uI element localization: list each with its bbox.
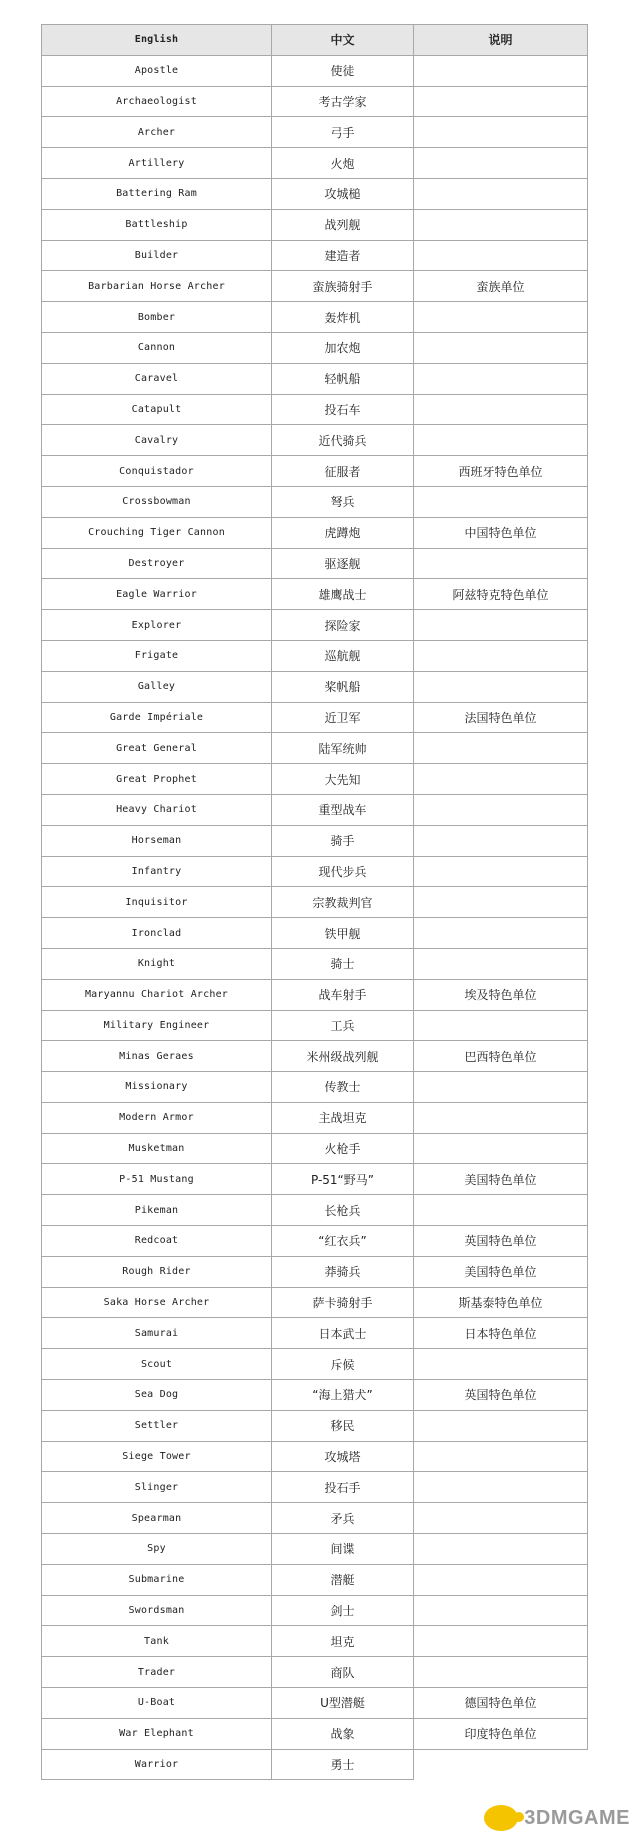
cell-english: Redcoat [42, 1226, 272, 1257]
table-row [42, 1226, 588, 1257]
cell-english: Swordsman [42, 1596, 272, 1627]
cell-note [414, 1103, 588, 1134]
cell-english: Minas Geraes [42, 1041, 272, 1072]
table-row [42, 610, 588, 641]
cell-note: 法国特色单位 [414, 703, 588, 734]
cell-chinese: 征服者 [272, 456, 414, 487]
cell-english: Cannon [42, 333, 272, 364]
table-row [42, 1750, 588, 1781]
cell-chinese: 火枪手 [272, 1134, 414, 1165]
cell-note [414, 241, 588, 272]
cell-chinese: U型潜艇 [272, 1688, 414, 1719]
cell-chinese: 坦克 [272, 1626, 414, 1657]
cell-english: Bomber [42, 302, 272, 333]
table-row [42, 949, 588, 980]
cell-note: 印度特色单位 [414, 1719, 588, 1750]
cell-english: Crossbowman [42, 487, 272, 518]
cell-english: Pikeman [42, 1195, 272, 1226]
cell-note [414, 764, 588, 795]
cell-note: 蛮族单位 [414, 271, 588, 302]
cell-note [414, 1534, 588, 1565]
cell-english: Sea Dog [42, 1380, 272, 1411]
table-header-row [42, 25, 588, 56]
cell-chinese: 战车射手 [272, 980, 414, 1011]
cell-chinese: 攻城槌 [272, 179, 414, 210]
cell-note [414, 56, 588, 87]
table-row [42, 826, 588, 857]
table-row [42, 1318, 588, 1349]
cell-english: Musketman [42, 1134, 272, 1165]
cell-chinese: 桨帆船 [272, 672, 414, 703]
cell-note [414, 1626, 588, 1657]
cell-note [414, 826, 588, 857]
cell-note: 日本特色单位 [414, 1318, 588, 1349]
table-row [42, 1688, 588, 1719]
cell-note [414, 1565, 588, 1596]
cell-chinese: 间谍 [272, 1534, 414, 1565]
cell-english: Garde Impériale [42, 703, 272, 734]
cell-chinese: 轰炸机 [272, 302, 414, 333]
cell-chinese: 勇士 [272, 1750, 414, 1781]
watermark-text: 3DMGAME [524, 1806, 630, 1829]
cell-english: Cavalry [42, 425, 272, 456]
cell-chinese: 米州级战列舰 [272, 1041, 414, 1072]
table-row [42, 456, 588, 487]
cell-english: Siege Tower [42, 1442, 272, 1473]
cell-chinese: 投石手 [272, 1472, 414, 1503]
cell-chinese: 弓手 [272, 117, 414, 148]
table-row [42, 641, 588, 672]
table-row [42, 87, 588, 118]
cell-english: Frigate [42, 641, 272, 672]
table-row [42, 241, 588, 272]
table-row [42, 1719, 588, 1750]
cell-english: Barbarian Horse Archer [42, 271, 272, 302]
cell-chinese: 巡航舰 [272, 641, 414, 672]
cell-chinese: 莽骑兵 [272, 1257, 414, 1288]
cell-note [414, 641, 588, 672]
cell-note: 美国特色单位 [414, 1257, 588, 1288]
table-row [42, 1657, 588, 1688]
table-row [42, 1164, 588, 1195]
table-row [42, 1411, 588, 1442]
table-row [42, 56, 588, 87]
cell-note [414, 887, 588, 918]
table-row [42, 918, 588, 949]
cell-english: Settler [42, 1411, 272, 1442]
cell-english: Spearman [42, 1503, 272, 1534]
cell-chinese: 骑士 [272, 949, 414, 980]
cell-chinese: 传教士 [272, 1072, 414, 1103]
cell-note [414, 1349, 588, 1380]
cell-note [414, 148, 588, 179]
cell-english: Crouching Tiger Cannon [42, 518, 272, 549]
cell-note [414, 1411, 588, 1442]
header-chinese: 中文 [272, 25, 414, 56]
cell-note [414, 1011, 588, 1042]
table-row [42, 302, 588, 333]
table-row [42, 1472, 588, 1503]
cell-chinese: 主战坦克 [272, 1103, 414, 1134]
units-table [41, 24, 588, 1780]
cell-chinese: 建造者 [272, 241, 414, 272]
cell-note [414, 487, 588, 518]
table-row [42, 1596, 588, 1627]
cell-note [414, 1503, 588, 1534]
cell-note [414, 918, 588, 949]
cell-english: P-51 Mustang [42, 1164, 272, 1195]
table-row [42, 179, 588, 210]
cell-english: Scout [42, 1349, 272, 1380]
cell-english: Missionary [42, 1072, 272, 1103]
cell-note: 英国特色单位 [414, 1380, 588, 1411]
cell-chinese: 探险家 [272, 610, 414, 641]
cell-chinese: “海上猎犬” [272, 1380, 414, 1411]
cell-note [414, 795, 588, 826]
cell-note [414, 425, 588, 456]
table-row [42, 1103, 588, 1134]
table-row [42, 425, 588, 456]
table-row [42, 1011, 588, 1042]
cell-chinese: 潜艇 [272, 1565, 414, 1596]
cell-english: Infantry [42, 857, 272, 888]
cell-english: Inquisitor [42, 887, 272, 918]
cell-note [414, 179, 588, 210]
cell-english: Warrior [42, 1750, 272, 1781]
table-body [42, 56, 588, 1781]
cell-note [414, 1472, 588, 1503]
cell-chinese: 宗教裁判官 [272, 887, 414, 918]
cell-chinese: 近卫军 [272, 703, 414, 734]
table-row [42, 672, 588, 703]
cell-english: Rough Rider [42, 1257, 272, 1288]
table-row [42, 733, 588, 764]
cell-chinese: 商队 [272, 1657, 414, 1688]
cell-note [414, 610, 588, 641]
cell-note: 中国特色单位 [414, 518, 588, 549]
table-row [42, 1565, 588, 1596]
cell-note: 巴西特色单位 [414, 1041, 588, 1072]
table-row [42, 148, 588, 179]
table-row [42, 518, 588, 549]
cell-chinese: 攻城塔 [272, 1442, 414, 1473]
cell-chinese: 雄鹰战士 [272, 579, 414, 610]
cell-note [414, 949, 588, 980]
cell-english: Samurai [42, 1318, 272, 1349]
table-row [42, 857, 588, 888]
cell-note [414, 1442, 588, 1473]
cell-chinese: 剑士 [272, 1596, 414, 1627]
cell-chinese: 工兵 [272, 1011, 414, 1042]
cell-english: Builder [42, 241, 272, 272]
cell-english: Artillery [42, 148, 272, 179]
cell-chinese: 矛兵 [272, 1503, 414, 1534]
table-row [42, 764, 588, 795]
cell-chinese: 移民 [272, 1411, 414, 1442]
cell-chinese: 投石车 [272, 395, 414, 426]
table-row [42, 1288, 588, 1319]
cell-chinese: 弩兵 [272, 487, 414, 518]
table-row [42, 1257, 588, 1288]
cell-english: Galley [42, 672, 272, 703]
cell-english: Eagle Warrior [42, 579, 272, 610]
cell-english: Military Engineer [42, 1011, 272, 1042]
table-row [42, 487, 588, 518]
cell-chinese: 使徒 [272, 56, 414, 87]
table-row [42, 117, 588, 148]
cell-chinese: 长枪兵 [272, 1195, 414, 1226]
cell-note [414, 1750, 588, 1781]
cell-note [414, 87, 588, 118]
table-row [42, 795, 588, 826]
table-row [42, 271, 588, 302]
cell-english: Catapult [42, 395, 272, 426]
cell-chinese: 萨卡骑射手 [272, 1288, 414, 1319]
cell-english: Apostle [42, 56, 272, 87]
cell-chinese: 战象 [272, 1719, 414, 1750]
cell-english: Horseman [42, 826, 272, 857]
cell-note [414, 210, 588, 241]
cell-english: Explorer [42, 610, 272, 641]
cell-chinese: 虎蹲炮 [272, 518, 414, 549]
header-english: English [42, 25, 272, 56]
cell-note [414, 549, 588, 580]
cell-note [414, 1195, 588, 1226]
table-row [42, 549, 588, 580]
cell-chinese: 驱逐舰 [272, 549, 414, 580]
cell-note [414, 733, 588, 764]
cell-note [414, 364, 588, 395]
table-row [42, 1195, 588, 1226]
cell-english: Modern Armor [42, 1103, 272, 1134]
cell-chinese: 蛮族骑射手 [272, 271, 414, 302]
cell-chinese: 斥候 [272, 1349, 414, 1380]
cell-english: Saka Horse Archer [42, 1288, 272, 1319]
cell-english: Caravel [42, 364, 272, 395]
cell-note: 斯基泰特色单位 [414, 1288, 588, 1319]
cell-note: 阿兹特克特色单位 [414, 579, 588, 610]
cell-english: Great Prophet [42, 764, 272, 795]
cell-chinese: 重型战车 [272, 795, 414, 826]
cell-chinese: 考古学家 [272, 87, 414, 118]
cell-chinese: “红衣兵” [272, 1226, 414, 1257]
table-row [42, 1626, 588, 1657]
cell-english: Knight [42, 949, 272, 980]
table-row [42, 1534, 588, 1565]
cell-note [414, 1596, 588, 1627]
cell-english: Destroyer [42, 549, 272, 580]
cell-english: War Elephant [42, 1719, 272, 1750]
table-row [42, 1072, 588, 1103]
cell-english: Trader [42, 1657, 272, 1688]
table-row [42, 1380, 588, 1411]
cell-english: Spy [42, 1534, 272, 1565]
cell-chinese: 加农炮 [272, 333, 414, 364]
cell-note [414, 117, 588, 148]
cell-chinese: 火炮 [272, 148, 414, 179]
cell-note: 英国特色单位 [414, 1226, 588, 1257]
cell-note: 美国特色单位 [414, 1164, 588, 1195]
cell-english: Ironclad [42, 918, 272, 949]
cell-chinese: 轻帆船 [272, 364, 414, 395]
table-row [42, 1503, 588, 1534]
cell-english: Maryannu Chariot Archer [42, 980, 272, 1011]
3dm-logo-icon [484, 1805, 518, 1831]
cell-chinese: 日本武士 [272, 1318, 414, 1349]
cell-note [414, 857, 588, 888]
table-row [42, 1041, 588, 1072]
cell-note [414, 1072, 588, 1103]
cell-english: Slinger [42, 1472, 272, 1503]
cell-english: Battleship [42, 210, 272, 241]
cell-english: Tank [42, 1626, 272, 1657]
table-row [42, 210, 588, 241]
header-note: 说明 [414, 25, 588, 56]
cell-english: Heavy Chariot [42, 795, 272, 826]
cell-english: Battering Ram [42, 179, 272, 210]
cell-english: Archaeologist [42, 87, 272, 118]
cell-note [414, 1657, 588, 1688]
cell-english: Great General [42, 733, 272, 764]
cell-chinese: P-51“野马” [272, 1164, 414, 1195]
cell-note: 德国特色单位 [414, 1688, 588, 1719]
cell-english: Archer [42, 117, 272, 148]
table-row [42, 333, 588, 364]
cell-chinese: 陆军统帅 [272, 733, 414, 764]
cell-chinese: 骑手 [272, 826, 414, 857]
cell-note [414, 333, 588, 364]
cell-chinese: 现代步兵 [272, 857, 414, 888]
cell-chinese: 战列舰 [272, 210, 414, 241]
cell-note [414, 302, 588, 333]
table-row [42, 364, 588, 395]
cell-note [414, 395, 588, 426]
cell-english: U-Boat [42, 1688, 272, 1719]
table-row [42, 395, 588, 426]
cell-chinese: 铁甲舰 [272, 918, 414, 949]
cell-note: 西班牙特色单位 [414, 456, 588, 487]
cell-english: Conquistador [42, 456, 272, 487]
cell-english: Submarine [42, 1565, 272, 1596]
table-row [42, 887, 588, 918]
cell-chinese: 近代骑兵 [272, 425, 414, 456]
table-row [42, 1134, 588, 1165]
table-row [42, 980, 588, 1011]
table-row [42, 579, 588, 610]
site-watermark [484, 1805, 630, 1831]
cell-note: 埃及特色单位 [414, 980, 588, 1011]
table-row [42, 1349, 588, 1380]
table-row [42, 703, 588, 734]
table-row [42, 1442, 588, 1473]
cell-note [414, 672, 588, 703]
cell-note [414, 1134, 588, 1165]
cell-chinese: 大先知 [272, 764, 414, 795]
